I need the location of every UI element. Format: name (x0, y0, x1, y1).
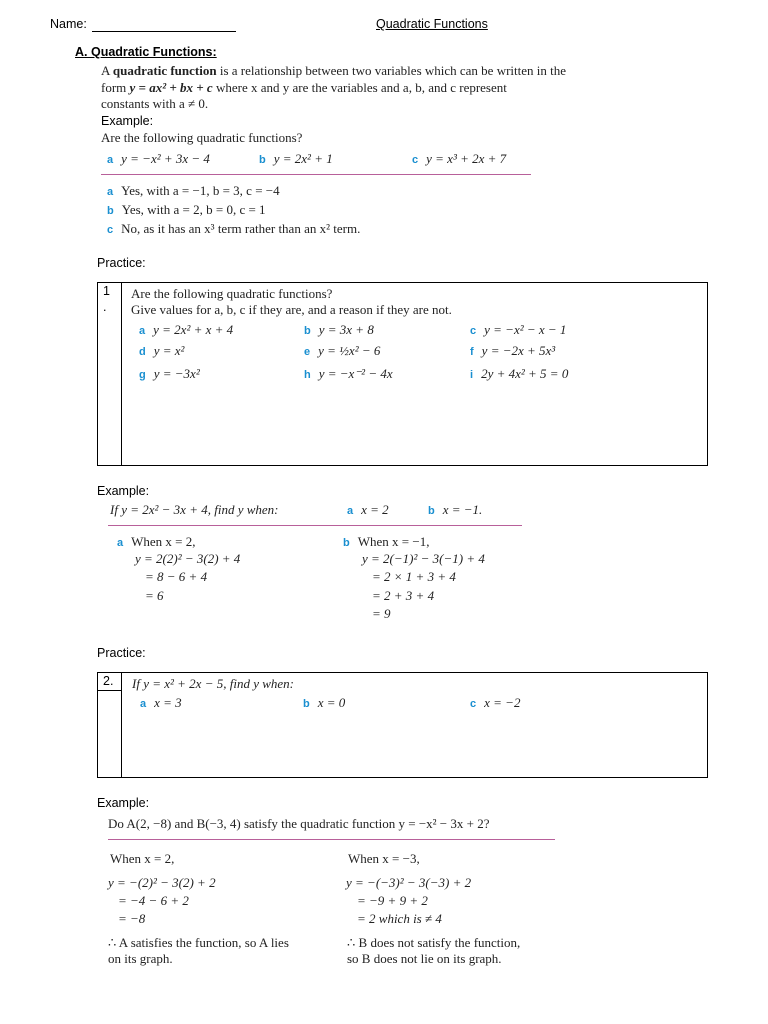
example1-item-b: b y = 2x² + 1 (259, 151, 333, 166)
example2-label: Example: (97, 484, 150, 498)
example2-sol-a-line4: = 6 (145, 588, 164, 603)
practice1-line1: Are the following quadratic functions? (131, 286, 333, 301)
example2-sol-b-line5: = 9 (372, 606, 391, 621)
definition-line-3: constants with a ≠ 0. (101, 96, 209, 111)
example2-question: If y = 2x² − 3x + 4, find y when: (110, 502, 279, 517)
practice1-item-i: i 2y + 4x² + 5 = 0 (470, 366, 569, 381)
example3-sol-a-line4: = −8 (118, 911, 146, 926)
example2-part-a: a x = 2 (347, 502, 389, 517)
practice1-item-e: e y = ½x² − 6 (304, 343, 381, 358)
example1-item-a: a y = −x² + 3x − 4 (107, 151, 210, 166)
example1-answer-c: c No, as it has an x³ term rather than an x² term. (107, 221, 361, 236)
practice1-item-a: a y = 2x² + x + 4 (139, 322, 234, 337)
example2-sol-a-line1: a When x = 2, (117, 534, 196, 549)
example3-sol-a-line2: y = −(2)² − 3(2) + 2 (108, 875, 216, 890)
divider-rule (101, 174, 531, 175)
practice1-line2: Give values for a, b, c if they are, and a reason if they are not. (131, 302, 452, 317)
practice2-number: 2. (103, 674, 114, 688)
example3-sol-a-line1: When x = 2, (110, 851, 175, 866)
practice2-question: If y = x² + 2x − 5, find y when: (132, 676, 294, 691)
practice2-label: Practice: (97, 646, 146, 660)
practice1-item-b: b y = 3x + 8 (304, 322, 374, 337)
example2-part-b: b x = −1. (428, 502, 483, 517)
example3-conclusion-b-line1: ∴ B does not satisfy the function, (347, 935, 521, 950)
example3-sol-b-line1: When x = −3, (348, 851, 420, 866)
example1-answer-a: a Yes, with a = −1, b = 3, c = −4 (107, 183, 280, 198)
practice1-item-h: h y = −x⁻² − 4x (304, 366, 393, 381)
example3-conclusion-a-line1: ∴ A satisfies the function, so A lies (108, 935, 289, 950)
definition-line-1: A quadratic function is a relationship between two variables which can be written in the (101, 63, 567, 78)
example3-label: Example: (97, 796, 150, 810)
practice2-item-a: a x = 3 (140, 695, 182, 710)
practice-label: Practice: (97, 256, 146, 270)
example-question: Are the following quadratic functions? (101, 130, 303, 145)
practice2-item-b: b x = 0 (303, 695, 346, 710)
practice1-column-divider (121, 282, 122, 466)
example3-sol-b-line3: = −9 + 9 + 2 (357, 893, 428, 908)
definition-line-2: form y = ax² + bx + c where x and y are the variables and a, b, and c represent (101, 80, 507, 95)
example3-sol-b-line4: = 2 which is ≠ 4 (357, 911, 442, 926)
example3-sol-a-line3: = −4 − 6 + 2 (118, 893, 189, 908)
example2-sol-b-line1: b When x = −1, (343, 534, 430, 549)
example3-conclusion-b-line2: so B does not lie on its graph. (347, 951, 502, 966)
example2-sol-a-line2: y = 2(2)² − 3(2) + 4 (135, 551, 241, 566)
example3-conclusion-a-line2: on its graph. (108, 951, 173, 966)
example2-sol-b-line3: = 2 × 1 + 3 + 4 (372, 569, 456, 584)
example1-item-c: c y = x³ + 2x + 7 (412, 151, 507, 166)
practice1-item-c: c y = −x² − x − 1 (470, 322, 567, 337)
practice2-column-divider (121, 672, 122, 778)
name-line (92, 31, 236, 32)
example2-sol-b-line4: = 2 + 3 + 4 (372, 588, 435, 603)
practice1-dot: . (103, 300, 107, 314)
divider-rule (108, 525, 522, 526)
example-label: Example: (101, 114, 154, 128)
example2-sol-a-line3: = 8 − 6 + 4 (145, 569, 208, 584)
section-heading: A. Quadratic Functions: (75, 45, 217, 59)
practice1-item-d: d y = x² (139, 343, 185, 358)
practice1-item-g: g y = −3x² (139, 366, 200, 381)
example1-answer-b: b Yes, with a = 2, b = 0, c = 1 (107, 202, 266, 217)
practice2-item-c: c x = −2 (470, 695, 521, 710)
practice2-number-cell-line (97, 690, 121, 691)
practice1-number: 1 (103, 284, 110, 298)
divider-rule (108, 839, 555, 840)
example2-sol-b-line2: y = 2(−1)² − 3(−1) + 4 (362, 551, 485, 566)
example3-sol-b-line2: y = −(−3)² − 3(−3) + 2 (346, 875, 472, 890)
page-title: Quadratic Functions (376, 17, 488, 31)
name-label: Name: (50, 17, 87, 31)
practice1-item-f: f y = −2x + 5x³ (470, 343, 556, 358)
example3-question: Do A(2, −8) and B(−3, 4) satisfy the quadratic function y = −x² − 3x + 2? (108, 816, 490, 831)
